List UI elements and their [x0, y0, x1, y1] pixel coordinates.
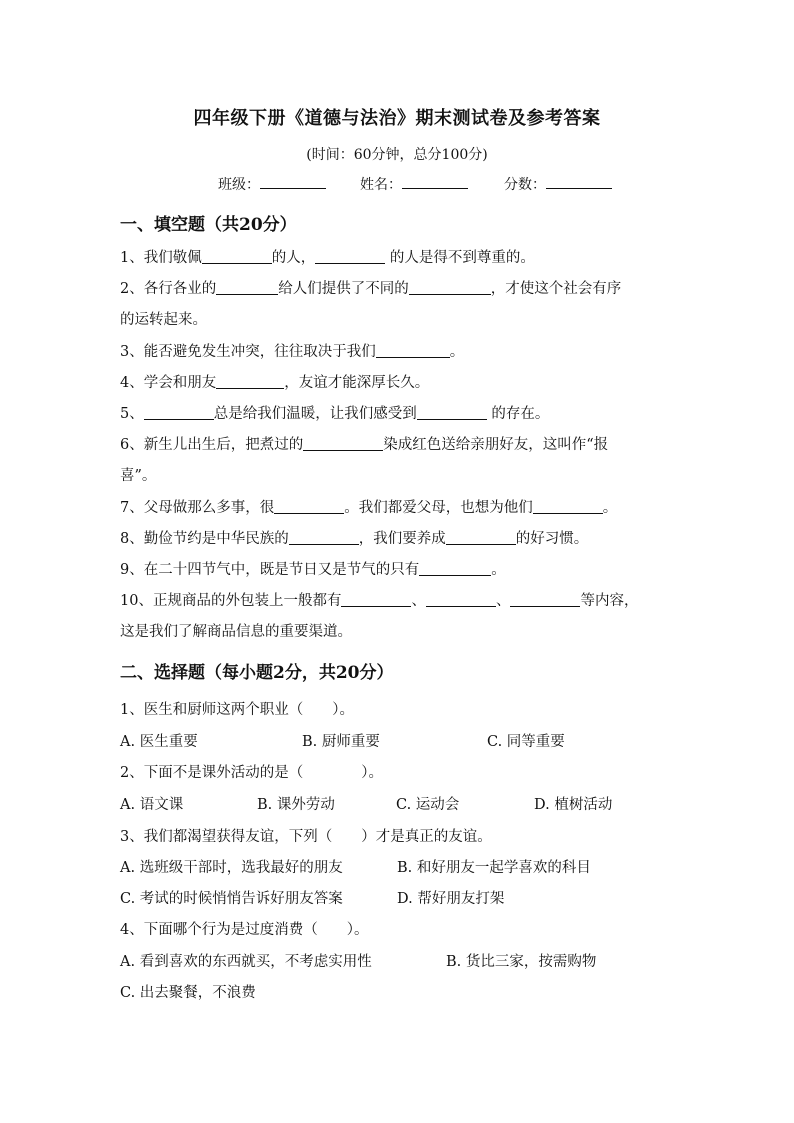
- class-field: [218, 174, 326, 194]
- question-1-2: [120, 279, 621, 299]
- answer-blank[interactable]: [376, 342, 450, 358]
- name-label: 姓名：: [360, 177, 402, 193]
- score-field: [504, 174, 612, 194]
- choice-3-option-b[interactable]: B. 和好朋友一起学喜欢的科目: [397, 860, 591, 876]
- question-text: 。我们都爱父母，也想为他们: [344, 500, 533, 516]
- score-label: 分数：: [504, 177, 546, 193]
- question-text: 1、我们敬佩: [120, 250, 202, 266]
- answer-blank[interactable]: [419, 560, 491, 576]
- question-1-8: [120, 529, 588, 549]
- answer-blank[interactable]: [446, 529, 516, 545]
- section-fill-in-heading: 一、填空题（共20分）: [120, 215, 297, 235]
- choice-1-option-b[interactable]: B. 厨师重要: [302, 734, 380, 750]
- answer-blank[interactable]: [274, 498, 344, 514]
- choice-4-option-c[interactable]: C. 出去聚餐，不浪费: [120, 985, 256, 1001]
- question-text: 染成红色送给亲朋好友，这叫作“报: [383, 437, 609, 453]
- answer-blank[interactable]: [216, 373, 284, 389]
- choice-1-option-a[interactable]: A. 医生重要: [120, 734, 198, 750]
- section-choice-heading: 二、选择题（每小题2分，共20分）: [120, 663, 394, 683]
- question-text: 10、正规商品的外包装上一般都有: [120, 593, 342, 609]
- answer-blank[interactable]: [216, 279, 278, 295]
- choice-3-option-a[interactable]: A. 选班级干部时，选我最好的朋友: [120, 860, 343, 876]
- answer-blank[interactable]: [533, 498, 603, 514]
- question-text: 、: [411, 593, 426, 609]
- choice-question-3: 3、我们都渴望获得友谊，下列（ ）才是真正的友谊。: [120, 829, 492, 845]
- answer-blank[interactable]: [510, 591, 580, 607]
- choice-question-4: 4、下面哪个行为是过度消费（ ）。: [120, 922, 369, 938]
- exam-title: 四年级下册《道德与法治》期末测试卷及参考答案: [193, 108, 601, 129]
- question-text: 7、父母做那么多事，很: [120, 500, 275, 516]
- question-text: 的人是得不到尊重的。: [385, 250, 535, 266]
- answer-blank[interactable]: [144, 404, 214, 420]
- choice-3-option-c[interactable]: C. 考试的时候悄悄告诉好朋友答案: [120, 891, 343, 907]
- question-text: 的好习惯。: [515, 531, 589, 547]
- question-1-2-cont: 的运转起来。: [120, 312, 207, 328]
- question-text: 3、能否避免发生冲突，往往取决于我们: [120, 344, 376, 360]
- answer-blank[interactable]: [315, 248, 385, 264]
- answer-blank[interactable]: [417, 404, 487, 420]
- question-text: 5、: [120, 406, 144, 422]
- name-field: [360, 174, 468, 194]
- question-text: ，友谊才能深厚长久。: [284, 375, 430, 391]
- question-1-6: [120, 435, 608, 455]
- question-text: 8、勤俭节约是中华民族的: [120, 531, 289, 547]
- question-text: 的人，: [271, 250, 316, 266]
- question-1-4: [120, 373, 429, 393]
- question-1-5: [120, 404, 549, 424]
- question-1-9: [120, 560, 506, 580]
- question-text: 给人们提供了不同的: [278, 281, 409, 297]
- name-blank[interactable]: [402, 174, 468, 189]
- class-blank[interactable]: [260, 174, 326, 189]
- question-text: 、: [495, 593, 511, 609]
- score-blank[interactable]: [546, 174, 612, 189]
- choice-2-option-d[interactable]: D. 植树活动: [534, 797, 613, 813]
- question-text: 4、学会和朋友: [120, 375, 217, 391]
- choice-3-option-d[interactable]: D. 帮好朋友打架: [397, 891, 505, 907]
- choice-2-option-b[interactable]: B. 课外劳动: [257, 797, 335, 813]
- question-1-10: [120, 591, 638, 611]
- question-1-3: [120, 342, 464, 362]
- choice-2-option-a[interactable]: A. 语文课: [120, 797, 184, 813]
- question-text: 9、在二十四节气中，既是节日又是节气的只有: [120, 562, 420, 578]
- choice-question-1: 1、医生和厨师这两个职业（ ）。: [120, 702, 354, 718]
- question-text: ，才使这个社会有序: [490, 281, 622, 297]
- question-text: 。: [449, 344, 465, 360]
- question-text: 等内容，: [580, 593, 639, 609]
- answer-blank[interactable]: [202, 248, 272, 264]
- choice-1-option-c[interactable]: C. 同等重要: [487, 734, 565, 750]
- question-text: 6、新生儿出生后，把煮过的: [120, 437, 304, 453]
- answer-blank[interactable]: [409, 279, 491, 295]
- exam-subtitle: (时间：60分钟，总分100分): [306, 147, 488, 163]
- question-text: 。: [491, 562, 506, 578]
- question-1-10-cont: 这是我们了解商品信息的重要渠道。: [120, 624, 352, 640]
- question-text: ，我们要养成: [358, 531, 446, 547]
- class-label: 班级：: [218, 177, 260, 193]
- question-text: 的存在。: [486, 406, 550, 422]
- choice-2-option-c[interactable]: C. 运动会: [396, 797, 460, 813]
- question-1-1: [120, 248, 535, 268]
- answer-blank[interactable]: [426, 591, 496, 607]
- question-1-6-cont: 喜”。: [120, 468, 157, 484]
- answer-blank[interactable]: [303, 435, 383, 451]
- question-1-7: [120, 498, 617, 518]
- choice-question-2: 2、下面不是课外活动的是（ ）。: [120, 765, 383, 781]
- answer-blank[interactable]: [289, 529, 359, 545]
- question-text: 。: [602, 500, 618, 516]
- question-text: 总是给我们温暖，让我们感受到: [213, 406, 417, 422]
- choice-4-option-b[interactable]: B. 货比三家，按需购物: [446, 954, 597, 970]
- choice-4-option-a[interactable]: A. 看到喜欢的东西就买，不考虑实用性: [120, 954, 372, 970]
- answer-blank[interactable]: [341, 591, 411, 607]
- question-text: 2、各行各业的: [120, 281, 217, 297]
